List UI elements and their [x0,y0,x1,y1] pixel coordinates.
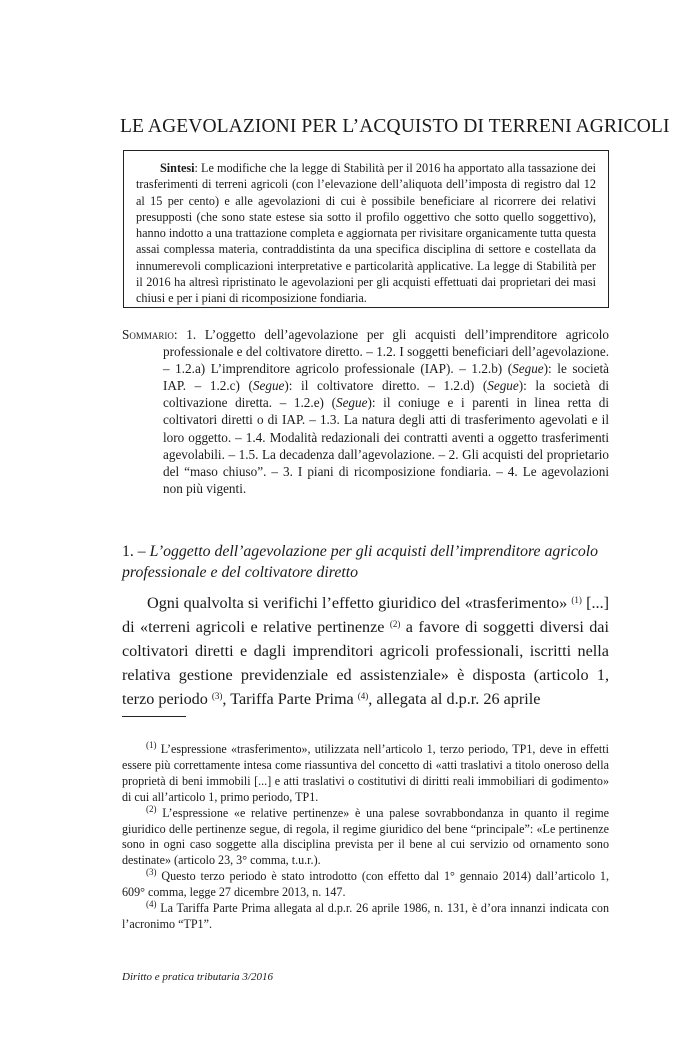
sommario-part: ): la società di coltivazione diretta. – 1.2.e) ( [163,378,609,411]
footnote-ref-2[interactable]: (2) [389,618,401,629]
footnote-mark: (1) [146,740,157,750]
sommario-part: : 1. L’oggetto dell’agevolazione per gli acquisti dell’imprenditore agricolo professionale e del coltivatore diretto. – 1.2. I soggetti beneficiari dell’agevolazione. – 1.2.a) L’imprenditore agricolo professionale (IAP). – 1.2.b) ( [163,327,609,377]
body-paragraph [122,592,609,712]
footnotes [122,742,609,933]
footnote-mark: (3) [146,867,157,878]
sintesi-label: Sintesi [160,161,195,175]
sintesi-paragraph [136,160,596,307]
footnote-text: L’espressione «trasferimento», utilizzata nell’articolo 1, terzo periodo, TP1, deve in effetti essere più correttamente intesa come riassuntiva del concetto di «atti traslativi a titolo oneroso della proprietà di beni immobili [...] e atti traslativi o costitutivi di diritti reali immobiliari di godimento» di cui all’articolo 1, primo periodo, TP1. [122,742,609,804]
section-title: L’oggetto dell’agevolazione per gli acquisti dell’imprenditore agricolo professionale e del coltivatore diretto [122,543,599,581]
body-segment: , allegata al d.p.r. 26 aprile [368,689,541,708]
footnote [122,803,609,870]
footnote [122,742,609,806]
sommario-segue: Segue [512,361,544,377]
body-segment: , Tariffa Parte Prima [222,689,354,708]
footnote-separator [122,716,186,717]
footnote-mark: (4) [146,899,157,910]
footnote-text: L’espressione «e relative pertinenze» è una palese sovrabbondanza in quanto il regime giuridico delle pertinenze segue, di regola, il regime giuridico del bene “principale”: «Le pertinenze sono in ogni caso soggette alla disciplina prevista per il bene al cui servizio od ornamento sono destinate» (articolo 23, 3° comma, t.u.r.). [122,805,609,868]
sommario-part: ): il coltivatore diretto. – 1.2.d) ( [284,378,488,394]
body-segment: [...] di «terreni agricoli e relative pertinenze [122,594,610,636]
page-footer: Diritto e pratica tributaria 3/2016 [122,971,273,983]
sommario-segue: Segue [487,378,519,394]
sommario [122,326,609,497]
sommario-segue: Segue [335,395,368,411]
sommario-label: Sommario [122,327,174,342]
footnote [122,869,609,901]
sintesi-box [123,150,609,308]
footnote-ref-4[interactable]: (4) [357,690,369,701]
body-segment: Ogni qualvolta si verifichi l’effetto giuridico del «trasferimento» [147,594,568,612]
sommario-part: ): il coniuge e i parenti in linea retta di coltivatori diretti o di IAP. – 1.3. La natura degli atti di trasferimento agevolati e il loro oggetto. – 1.4. Modalità redazionali dei contratti aventi a oggetto trasferimenti agevolabili. – 1.5. La decadenza dall’agevolazione. – 2. Gli acquisti del proprietario del “maso chiuso”. – 3. I piani di ricomposizione fondiaria. – 4. Le agevolazioni non più vigenti. [163,395,609,496]
footnote-text: La Tariffa Parte Prima allegata al d.p.r. 26 aprile 1986, n. 131, è d’ora innanzi indicata con l’acronimo “TP1”. [122,901,609,931]
footnote [122,901,609,933]
sommario-part: ): le società IAP. – 1.2.c) ( [163,361,609,394]
section-number: 1. – [122,543,150,560]
section-heading [122,541,609,583]
footnote-text: Questo terzo periodo è stato introdotto (con effetto dal 1° gennaio 2014) dall’articolo 1, 609° comma, legge 27 dicembre 2013, n. 147. [122,869,609,900]
sintesi-text: : Le modifiche che la legge di Stabilità per il 2016 ha apportato alla tassazione dei trasferimenti di terreni agricoli (con l’elevazione dell’aliquota dell’imposta di registro dal 12 al 15 per cento) e alle agevolazioni di cui è possibile beneficiare al ricorrere dei relativi presupposti (che sono state estese sia sotto il profilo oggettivo che sotto quello soggettivo), hanno indotto a una trattazione completa e aggiornata per rivisitare organicamente tutta questa assai complessa materia, contraddistinta da una specifica disciplina di settore e costellata da innumerevoli complicazioni interpretative e particolarità applicative. La legge di Stabilità per il 2016 ha altresì ripristinato le agevolazioni per gli acquisti effettuati dai proprietari dei masi chiusi e per i piani di ricomposizione fondiaria. [136,161,597,306]
page-title: LE AGEVOLAZIONI PER L’ACQUISTO DI TERRENI AGRICOLI [120,116,670,137]
sommario-segue: Segue [252,378,285,394]
body-text [122,592,609,712]
body-segment: a favore di soggetti diversi dai coltivatori diretti e dagli imprenditori agricoli professionali, iscritti nella relativa gestione previdenziale ed assistenziale» è disposta (articolo 1, terzo periodo [122,617,609,708]
footnote-ref-3[interactable]: (3) [211,690,223,701]
footnote-ref-1[interactable]: (1) [571,595,582,605]
footnote-mark: (2) [146,803,157,814]
